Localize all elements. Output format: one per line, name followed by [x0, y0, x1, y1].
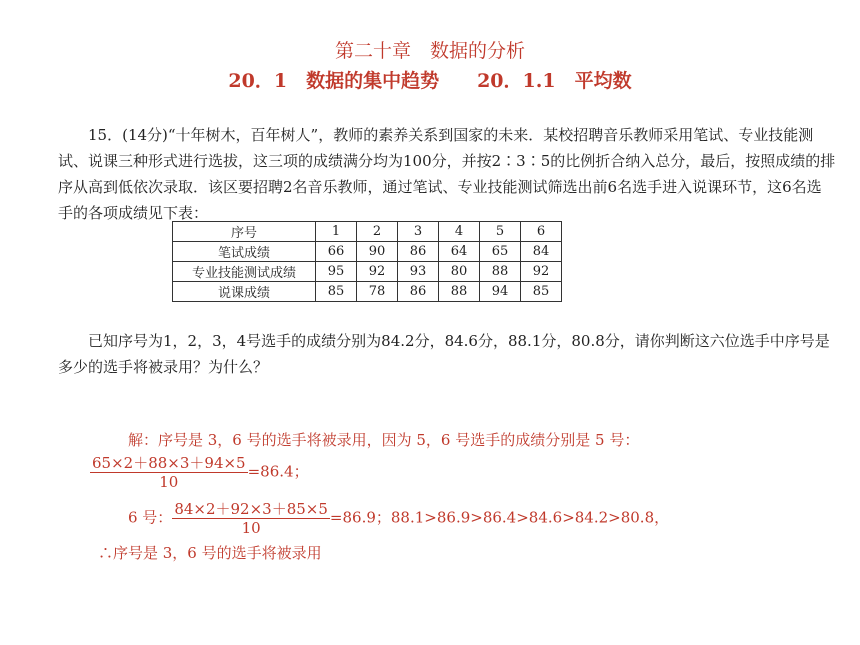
fraction-numerator: 65×2＋88×3＋94×5: [92, 454, 246, 472]
solution-player5: [90, 454, 309, 491]
table-cell: 95: [316, 262, 357, 282]
table-cell: 66: [316, 242, 357, 262]
fraction-denominator: 10: [159, 473, 179, 491]
table-cell: 86: [398, 282, 439, 302]
table-cell: 92: [521, 262, 562, 282]
table-row: [173, 282, 562, 302]
table-cell: 笔试成绩: [173, 242, 316, 262]
solution-intro: 解：序号是 3，6 号的选手将被录用，因为 5，6 号选手的成绩分别是 5 号：: [128, 431, 640, 449]
solution-player6: [128, 500, 669, 537]
fraction-numerator: 84×2＋92×3＋85×5: [174, 500, 328, 518]
fraction-result: =86.4；: [247, 462, 309, 481]
table-cell: 88: [439, 282, 480, 302]
solution-conclusion: ∴序号是 3，6 号的选手将被录用: [98, 544, 322, 562]
table-cell: 1: [316, 222, 357, 242]
table-cell: 4: [439, 222, 480, 242]
table-cell: 64: [439, 242, 480, 262]
fraction-result: =86.9；88.1>86.9>86.4>84.6>84.2>80.8，: [329, 508, 670, 527]
problem-text: 15．(14分)“十年树木，百年树人”，教师的素养关系到国家的未来．某校招聘音乐教师采用笔试、专业技能测试、说课三种形式进行选拔，这三项的成绩满分均为100分，并按2∶3∶5的比例折合纳入总分，最后，按照成绩的排序从高到低依次录取．该区要招聘2名音乐教师，通过笔试、专业技能测试筛选出前6名选手进入说课环节，这6名选手的各项成绩见下表：: [58, 126, 836, 222]
table-cell: 86: [398, 242, 439, 262]
table-cell: 80: [439, 262, 480, 282]
question-text: 已知序号为1，2，3，4号选手的成绩分别为84.2分，84.6分，88.1分，80.8分，请你判断这六位选手中序号是多少的选手将被录用？为什么？: [58, 332, 830, 376]
table-row: [173, 242, 562, 262]
table-cell: 85: [316, 282, 357, 302]
table-cell: 85: [521, 282, 562, 302]
fraction-denominator: 10: [241, 519, 261, 537]
question-block: [58, 328, 836, 380]
table-cell: 93: [398, 262, 439, 282]
table-cell: 6: [521, 222, 562, 242]
table-cell: 88: [480, 262, 521, 282]
section-title: 20．1 数据的集中趋势 20．1.1 平均数: [228, 70, 632, 92]
table-row: [173, 262, 562, 282]
chapter-title: 第二十章 数据的分析: [334, 40, 525, 62]
table-cell: 94: [480, 282, 521, 302]
table-cell: 90: [357, 242, 398, 262]
table-cell: 2: [357, 222, 398, 242]
player6-label: 6 号：: [128, 508, 173, 527]
table-cell: 专业技能测试成绩: [173, 262, 316, 282]
table-cell: 5: [480, 222, 521, 242]
table-cell: 说课成绩: [173, 282, 316, 302]
table-cell: 3: [398, 222, 439, 242]
fraction-player5: [90, 454, 248, 491]
table-cell: 92: [357, 262, 398, 282]
table-cell: 65: [480, 242, 521, 262]
problem-statement: [58, 122, 836, 226]
table-cell: 78: [357, 282, 398, 302]
score-table: [172, 221, 562, 302]
table-cell: 序号: [173, 222, 316, 242]
table-header-row: [173, 222, 562, 242]
fraction-player6: [172, 500, 330, 537]
table-cell: 84: [521, 242, 562, 262]
